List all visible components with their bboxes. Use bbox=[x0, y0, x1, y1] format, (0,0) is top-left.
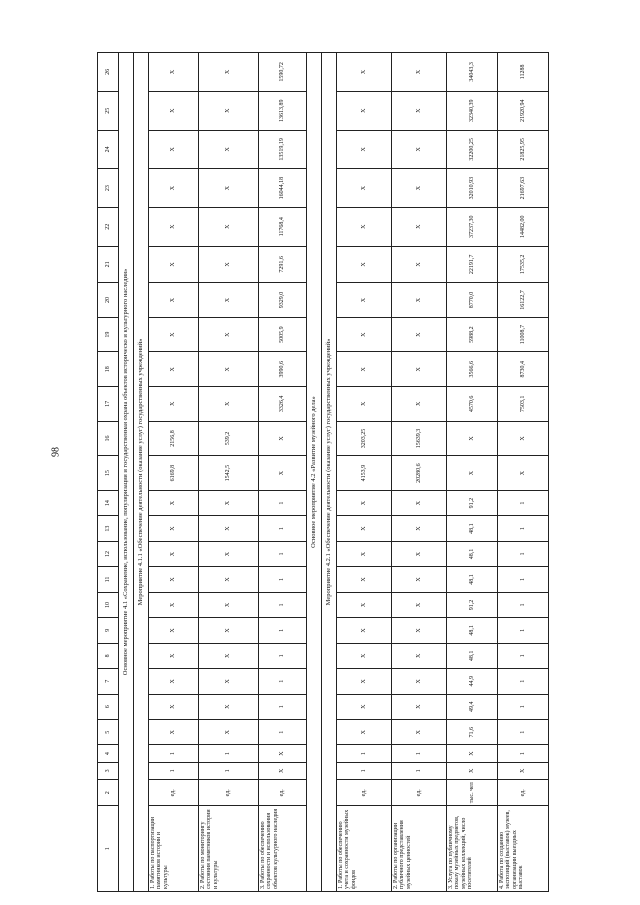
value-cell: 1 bbox=[259, 541, 307, 566]
value-cell: Х bbox=[149, 283, 199, 318]
value-cell: Х bbox=[199, 618, 259, 643]
value-cell: 8730,4 bbox=[498, 352, 549, 387]
table-row bbox=[447, 53, 498, 892]
value-cell: 48,1 bbox=[447, 643, 498, 668]
header-cell: 26 bbox=[98, 53, 119, 92]
value-cell: Х bbox=[392, 592, 447, 617]
value-cell: 44,9 bbox=[447, 669, 498, 694]
value-cell: Х bbox=[447, 421, 498, 456]
unit-cell: тыс. чел bbox=[447, 780, 498, 806]
value-cell: 2156,8 bbox=[149, 421, 199, 456]
value-cell: 4153,9 bbox=[337, 456, 392, 491]
table-row bbox=[498, 53, 549, 892]
value-cell: 1 bbox=[259, 643, 307, 668]
value-cell: 1 bbox=[498, 567, 549, 592]
header-cell: 7 bbox=[98, 669, 119, 694]
value-cell: Х bbox=[259, 456, 307, 491]
value-cell: 21825,95 bbox=[498, 130, 549, 169]
value-cell: Х bbox=[337, 207, 392, 246]
value-cell: Х bbox=[199, 643, 259, 668]
value-cell: Х bbox=[199, 567, 259, 592]
value-cell: 15639,3 bbox=[392, 421, 447, 456]
value-cell: Х bbox=[337, 516, 392, 541]
value-cell: Х bbox=[498, 456, 549, 491]
header-cell: 22 bbox=[98, 207, 119, 246]
value-cell: Х bbox=[337, 669, 392, 694]
header-cell: 20 bbox=[98, 283, 119, 318]
value-cell: 4570,6 bbox=[447, 387, 498, 422]
section-row bbox=[134, 53, 149, 892]
header-cell: 18 bbox=[98, 352, 119, 387]
value-cell: Х bbox=[392, 53, 447, 92]
value-cell: 48,1 bbox=[447, 618, 498, 643]
value-cell: 1 bbox=[392, 762, 447, 779]
value-cell: 7291,6 bbox=[259, 246, 307, 283]
value-cell: 11288 bbox=[498, 53, 549, 92]
value-cell: 48,1 bbox=[447, 567, 498, 592]
value-cell: 17535,2 bbox=[498, 246, 549, 283]
header-cell: 6 bbox=[98, 694, 119, 719]
value-cell: 48,1 bbox=[447, 541, 498, 566]
section-row bbox=[322, 53, 337, 892]
value-cell: Х bbox=[337, 618, 392, 643]
header-cell: 10 bbox=[98, 592, 119, 617]
section-row bbox=[307, 53, 322, 892]
header-cell: 9 bbox=[98, 618, 119, 643]
value-cell: 1 bbox=[337, 745, 392, 762]
value-cell: Х bbox=[199, 669, 259, 694]
header-cell: 5 bbox=[98, 719, 119, 744]
value-cell: 1 bbox=[259, 490, 307, 515]
value-cell: 16122,7 bbox=[498, 283, 549, 318]
value-cell: 1 bbox=[498, 516, 549, 541]
data-table bbox=[97, 52, 549, 892]
value-cell: Х bbox=[149, 352, 199, 387]
header-cell: 24 bbox=[98, 130, 119, 169]
value-cell: Х bbox=[498, 421, 549, 456]
value-cell: Х bbox=[337, 317, 392, 352]
value-cell: 37237,30 bbox=[447, 207, 498, 246]
value-cell: Х bbox=[149, 516, 199, 541]
unit-cell: ед. bbox=[498, 780, 549, 806]
header-cell: 12 bbox=[98, 541, 119, 566]
value-cell: 1 bbox=[199, 762, 259, 779]
table-row bbox=[337, 53, 392, 892]
value-cell: 6169,8 bbox=[149, 456, 199, 491]
value-cell: Х bbox=[337, 283, 392, 318]
value-cell: Х bbox=[337, 490, 392, 515]
value-cell: Х bbox=[392, 130, 447, 169]
row-label: 3. Работы по обеспечению сохранности и использования объектов культурного наследия bbox=[259, 806, 307, 892]
value-cell: 21697,63 bbox=[498, 169, 549, 208]
unit-cell: ед. bbox=[392, 780, 447, 806]
table-row bbox=[149, 53, 199, 892]
value-cell: Х bbox=[392, 541, 447, 566]
header-cell: 11 bbox=[98, 567, 119, 592]
value-cell: Х bbox=[199, 169, 259, 208]
value-cell: Х bbox=[149, 91, 199, 130]
value-cell: Х bbox=[337, 246, 392, 283]
value-cell: Х bbox=[337, 567, 392, 592]
value-cell: Х bbox=[392, 317, 447, 352]
value-cell: 1 bbox=[498, 719, 549, 744]
value-cell: 1 bbox=[337, 762, 392, 779]
value-cell: Х bbox=[392, 207, 447, 246]
header-cell: 1 bbox=[98, 806, 119, 892]
value-cell: Х bbox=[149, 53, 199, 92]
value-cell: Х bbox=[337, 387, 392, 422]
header-cell: 16 bbox=[98, 421, 119, 456]
unit-cell: ед. bbox=[259, 780, 307, 806]
row-label: 3. Услуга по публичному показу музейных предметов, музейных коллекций, число посетителей bbox=[447, 806, 498, 892]
value-cell: Х bbox=[337, 130, 392, 169]
value-cell: 21920,94 bbox=[498, 91, 549, 130]
table-row bbox=[392, 53, 447, 892]
measure-title-4-2-1: Мероприятие 4.2.1 «Обеспечение деятельности (оказание услуг) государственных учреждений» bbox=[322, 53, 337, 892]
value-cell: Х bbox=[392, 246, 447, 283]
header-cell: 14 bbox=[98, 490, 119, 515]
value-cell: Х bbox=[392, 669, 447, 694]
value-cell: 1 bbox=[498, 490, 549, 515]
value-cell: 9329,0 bbox=[259, 283, 307, 318]
unit-cell: ед. bbox=[199, 780, 259, 806]
section-row bbox=[119, 53, 134, 892]
section-title-4-1: Основное мероприятие 4.1 «Сохранение, использование, популяризация и государственная охрана объектов историческо и культурного наследия» bbox=[119, 53, 134, 892]
value-cell: Х bbox=[392, 169, 447, 208]
value-cell: Х bbox=[337, 694, 392, 719]
value-cell: Х bbox=[337, 719, 392, 744]
value-cell: Х bbox=[447, 745, 498, 762]
unit-cell: ед. bbox=[337, 780, 392, 806]
value-cell: 8770,0 bbox=[447, 283, 498, 318]
value-cell: Х bbox=[392, 490, 447, 515]
value-cell: 1 bbox=[149, 745, 199, 762]
rotated-table-sheet bbox=[97, 52, 623, 892]
header-cell: 23 bbox=[98, 169, 119, 208]
value-cell: Х bbox=[392, 618, 447, 643]
page-number: 98 bbox=[50, 447, 62, 457]
value-cell: Х bbox=[392, 283, 447, 318]
value-cell: Х bbox=[199, 387, 259, 422]
value-cell: Х bbox=[199, 694, 259, 719]
value-cell: Х bbox=[149, 169, 199, 208]
value-cell: 13613,89 bbox=[259, 91, 307, 130]
value-cell: Х bbox=[149, 669, 199, 694]
value-cell: 1590,72 bbox=[259, 53, 307, 92]
value-cell: 48,1 bbox=[447, 516, 498, 541]
value-cell: 3990,6 bbox=[259, 352, 307, 387]
value-cell: Х bbox=[149, 130, 199, 169]
value-cell: 13519,19 bbox=[259, 130, 307, 169]
value-cell: Х bbox=[149, 643, 199, 668]
value-cell: 34043,3 bbox=[447, 53, 498, 92]
value-cell: 11768,4 bbox=[259, 207, 307, 246]
value-cell: Х bbox=[259, 745, 307, 762]
value-cell: Х bbox=[199, 490, 259, 515]
header-cell: 25 bbox=[98, 91, 119, 130]
value-cell: 22191,7 bbox=[447, 246, 498, 283]
header-cell: 19 bbox=[98, 317, 119, 352]
value-cell: Х bbox=[447, 456, 498, 491]
value-cell: 91,2 bbox=[447, 592, 498, 617]
header-cell: 3 bbox=[98, 762, 119, 779]
value-cell: Х bbox=[199, 516, 259, 541]
value-cell: Х bbox=[337, 541, 392, 566]
row-label: 1. Работы по паспортизации памятников истории и культуры bbox=[149, 806, 199, 892]
header-cell: 15 bbox=[98, 456, 119, 491]
row-label: 1. Работы по обеспечению учета и сохранности музейных фондов bbox=[337, 806, 392, 892]
value-cell: 1 bbox=[498, 643, 549, 668]
value-cell: 1 bbox=[498, 592, 549, 617]
row-label: 2. Работы по организации публичного представления музейных ценностей bbox=[392, 806, 447, 892]
table-row bbox=[259, 53, 307, 892]
value-cell: 1 bbox=[259, 567, 307, 592]
value-cell: 3203,25 bbox=[337, 421, 392, 456]
value-cell: Х bbox=[259, 762, 307, 779]
value-cell: Х bbox=[199, 352, 259, 387]
value-cell: 1 bbox=[392, 745, 447, 762]
value-cell: Х bbox=[337, 53, 392, 92]
value-cell: 20280,6 bbox=[392, 456, 447, 491]
value-cell: Х bbox=[337, 643, 392, 668]
value-cell: Х bbox=[199, 317, 259, 352]
value-cell: 1 bbox=[149, 762, 199, 779]
row-label: 4. Работа по созданию экспозиций (выставок) музеев, организации выездных выставок bbox=[498, 806, 549, 892]
value-cell: 1 bbox=[259, 669, 307, 694]
header-cell: 13 bbox=[98, 516, 119, 541]
value-cell: 71,6 bbox=[447, 719, 498, 744]
value-cell: 3326,4 bbox=[259, 387, 307, 422]
value-cell: Х bbox=[149, 541, 199, 566]
header-cell: 8 bbox=[98, 643, 119, 668]
value-cell: 1 bbox=[259, 516, 307, 541]
value-cell: 1 bbox=[498, 694, 549, 719]
value-cell: Х bbox=[337, 169, 392, 208]
value-cell: Х bbox=[149, 567, 199, 592]
value-cell: 49,4 bbox=[447, 694, 498, 719]
value-cell: Х bbox=[199, 246, 259, 283]
value-cell: 1 bbox=[259, 694, 307, 719]
value-cell: 1 bbox=[259, 618, 307, 643]
value-cell: Х bbox=[337, 91, 392, 130]
value-cell: 5005,9 bbox=[259, 317, 307, 352]
value-cell: 1 bbox=[259, 592, 307, 617]
header-row bbox=[98, 53, 119, 892]
value-cell: Х bbox=[199, 541, 259, 566]
value-cell: Х bbox=[392, 719, 447, 744]
header-cell: 17 bbox=[98, 387, 119, 422]
value-cell: Х bbox=[199, 592, 259, 617]
value-cell: Х bbox=[337, 592, 392, 617]
value-cell: Х bbox=[199, 53, 259, 92]
value-cell: 5988,2 bbox=[447, 317, 498, 352]
value-cell: 7503,1 bbox=[498, 387, 549, 422]
value-cell: 1 bbox=[259, 719, 307, 744]
value-cell: 539,2 bbox=[199, 421, 259, 456]
value-cell: Х bbox=[149, 317, 199, 352]
value-cell: 1 bbox=[498, 541, 549, 566]
value-cell: 1542,5 bbox=[199, 456, 259, 491]
value-cell: Х bbox=[392, 694, 447, 719]
measure-title-4-1-1: Мероприятие 4.1.1 «Обеспечение деятельности (оказание услуг) государственных учреждений» bbox=[134, 53, 149, 892]
value-cell: Х bbox=[498, 762, 549, 779]
value-cell: Х bbox=[199, 719, 259, 744]
value-cell: Х bbox=[392, 567, 447, 592]
header-cell: 21 bbox=[98, 246, 119, 283]
value-cell: 16044,18 bbox=[259, 169, 307, 208]
value-cell: 11008,7 bbox=[498, 317, 549, 352]
value-cell: Х bbox=[199, 91, 259, 130]
header-cell: 4 bbox=[98, 745, 119, 762]
value-cell: Х bbox=[392, 91, 447, 130]
value-cell: Х bbox=[149, 618, 199, 643]
value-cell: Х bbox=[199, 130, 259, 169]
value-cell: 1 bbox=[498, 669, 549, 694]
value-cell: 3566,6 bbox=[447, 352, 498, 387]
header-cell: 2 bbox=[98, 780, 119, 806]
value-cell: Х bbox=[337, 352, 392, 387]
value-cell: 14482,00 bbox=[498, 207, 549, 246]
value-cell: Х bbox=[392, 387, 447, 422]
table-row bbox=[199, 53, 259, 892]
value-cell: Х bbox=[149, 592, 199, 617]
value-cell: Х bbox=[199, 283, 259, 318]
value-cell: Х bbox=[447, 762, 498, 779]
value-cell: 91,2 bbox=[447, 490, 498, 515]
value-cell: 32010,93 bbox=[447, 169, 498, 208]
value-cell: Х bbox=[392, 643, 447, 668]
value-cell: Х bbox=[149, 719, 199, 744]
section-title-4-2: Основное мероприятие 4.2 «Развитие музейного дела» bbox=[307, 53, 322, 892]
value-cell: 32200,25 bbox=[447, 130, 498, 169]
value-cell: Х bbox=[259, 421, 307, 456]
value-cell: Х bbox=[149, 207, 199, 246]
value-cell: 1 bbox=[199, 745, 259, 762]
row-label: 2. Работы по мониторингу состояния памятников истории и культуры bbox=[199, 806, 259, 892]
value-cell: Х bbox=[199, 207, 259, 246]
value-cell: Х bbox=[149, 694, 199, 719]
value-cell: Х bbox=[149, 246, 199, 283]
unit-cell: ед. bbox=[149, 780, 199, 806]
value-cell: Х bbox=[149, 387, 199, 422]
value-cell: Х bbox=[392, 516, 447, 541]
value-cell: 1 bbox=[498, 618, 549, 643]
value-cell: Х bbox=[392, 352, 447, 387]
value-cell: 1 bbox=[498, 745, 549, 762]
value-cell: 32340,39 bbox=[447, 91, 498, 130]
value-cell: Х bbox=[149, 490, 199, 515]
